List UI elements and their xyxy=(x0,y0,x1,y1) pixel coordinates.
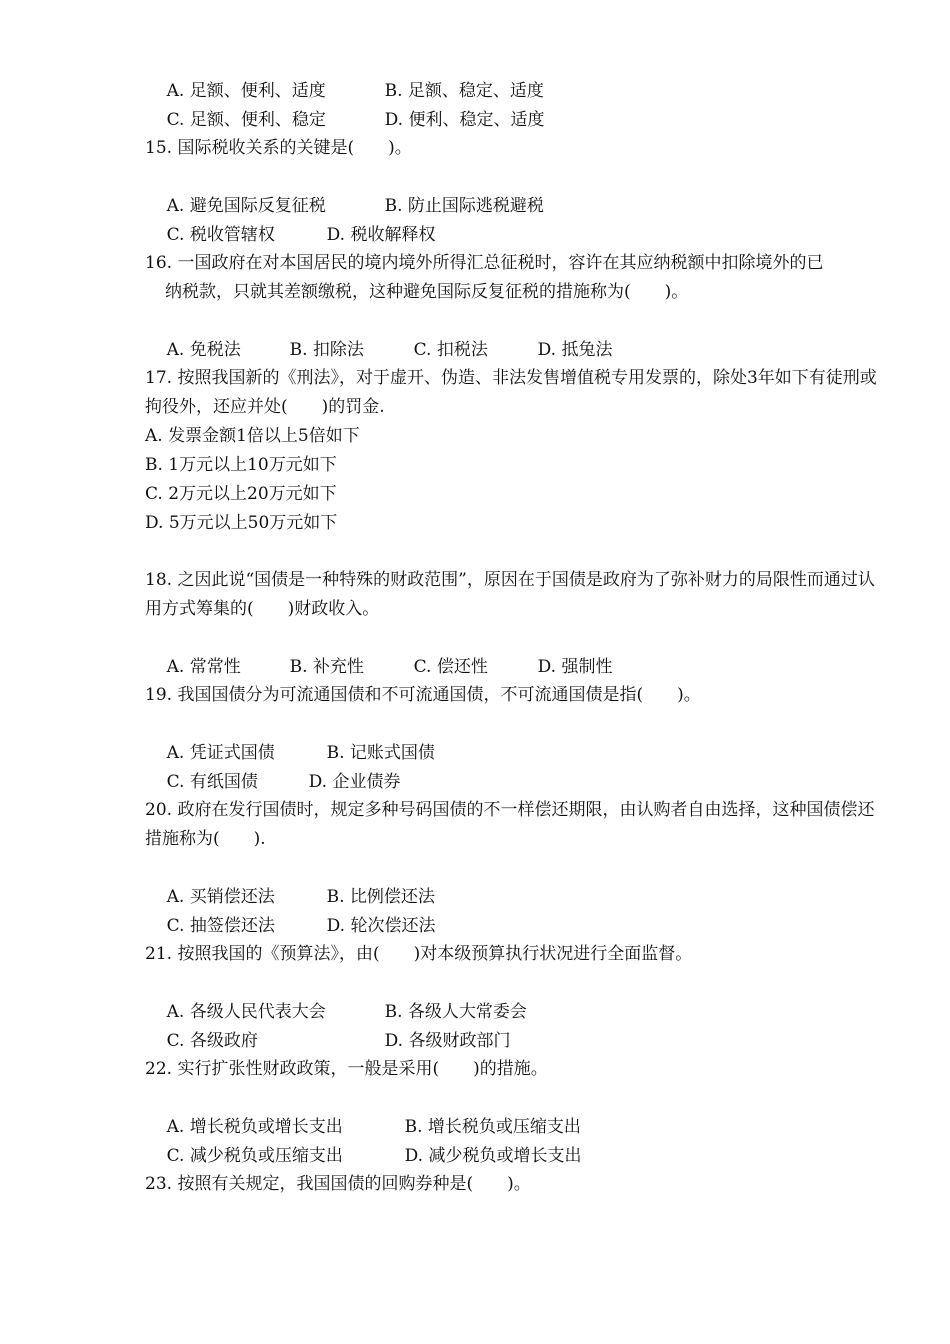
q16-option-a: A. 免税法 xyxy=(166,340,241,360)
q21-option-b: B. 各级人大常委会 xyxy=(384,1002,527,1022)
q18-option-a: A. 常常性 xyxy=(166,657,241,677)
q14-option-a: A. 足额、便利、适度 xyxy=(166,81,326,101)
q17-option-b: B. 1万元以上10万元如下 xyxy=(145,455,337,475)
q19-option-c: C. 有纸国债 xyxy=(166,772,258,792)
q20-option-b: B. 比例偿还法 xyxy=(326,887,435,907)
q19-option-a: A. 凭证式国债 xyxy=(166,743,275,763)
q17-stem: 17. 按照我国新的《刑法》，对于虚开、伪造、非法发售增值税专用发票的，除处3年如下有徒刑或拘役外，还应并处( )的罚金. xyxy=(145,368,877,417)
q18-option-d: D. 强制性 xyxy=(537,657,613,677)
q18-option-b: B. 补充性 xyxy=(289,657,364,677)
q17-option-d: D. 5万元以上50万元如下 xyxy=(145,513,338,533)
q18-options-row xyxy=(145,624,880,677)
q19-option-d: D. 企业债券 xyxy=(308,772,401,792)
q16-stem-line-1: 16. 一国政府在对本国居民的境内境外所得汇总征税时，容许在其应纳税额中扣除境外的已 xyxy=(145,253,824,273)
q22-option-d: D. 减少税负或增长支出 xyxy=(404,1146,582,1166)
q16-option-c: C. 扣税法 xyxy=(413,340,488,360)
q20-option-a: A. 买销偿还法 xyxy=(166,887,275,907)
q14-option-c: C. 足额、便利、稳定 xyxy=(166,110,326,130)
q20-option-c: C. 抽签偿还法 xyxy=(166,916,275,936)
q15-options-row-1 xyxy=(145,163,880,216)
q15-option-d: D. 税收解释权 xyxy=(326,225,436,245)
q22-options-row-1 xyxy=(145,1084,880,1137)
q16-option-b: B. 扣除法 xyxy=(289,340,364,360)
q21-option-c: C. 各级政府 xyxy=(166,1031,258,1051)
q15-option-c: C. 税收管辖权 xyxy=(166,225,275,245)
q20-option-d: D. 轮次偿还法 xyxy=(326,916,436,936)
q19-option-b: B. 记账式国债 xyxy=(326,743,435,763)
q18-stem: 18. 之因此说“国债是一种特殊的财政范围”，原因在于国债是政府为了弥补财力的局限性而通过认用方式筹集的( )财政收入。 xyxy=(145,570,875,619)
q15-option-a: A. 避免国际反复征税 xyxy=(166,196,326,216)
q21-options-row-1 xyxy=(145,969,880,1022)
q14-option-b: B. 足额、稳定、适度 xyxy=(384,81,544,101)
q23-stem: 23. 按照有关规定，我国国债的回购券种是( )。 xyxy=(145,1174,531,1194)
q22-stem: 22. 实行扩张性财政政策，一般是采用( )的措施。 xyxy=(145,1059,548,1079)
q20-stem: 20. 政府在发行国债时，规定多种号码国债的不一样偿还期限，由认购者自由选择，这种国债偿还措施称为( ). xyxy=(145,800,875,849)
q16-options-row xyxy=(145,307,880,360)
q14-options-row-1 xyxy=(145,48,880,101)
q15-stem: 15. 国际税收关系的关键是( )。 xyxy=(145,138,412,158)
q14-option-d: D. 便利、稳定、适度 xyxy=(384,110,545,130)
q17-option-c: C. 2万元以上20万元如下 xyxy=(145,484,337,504)
q22-option-b: B. 增长税负或压缩支出 xyxy=(404,1117,581,1137)
q17-option-a: A. 发票金额1倍以上5倍如下 xyxy=(145,426,360,446)
q20-options-row-1 xyxy=(145,854,880,907)
q16-option-d: D. 抵兔法 xyxy=(537,340,613,360)
q21-option-d: D. 各级财政部门 xyxy=(384,1031,511,1051)
q22-option-c: C. 减少税负或压缩支出 xyxy=(166,1146,343,1166)
q18-option-c: C. 偿还性 xyxy=(413,657,488,677)
q21-option-a: A. 各级人民代表大会 xyxy=(166,1002,326,1022)
q22-option-a: A. 增长税负或增长支出 xyxy=(166,1117,343,1137)
exam-page xyxy=(145,48,880,1199)
q21-stem: 21. 按照我国的《预算法》，由( )对本级预算执行状况进行全面监督。 xyxy=(145,944,693,964)
q15-option-b: B. 防止国际逃税避税 xyxy=(384,196,544,216)
q19-options-row-1 xyxy=(145,710,880,763)
q16-stem-line-2: 纳税款，只就其差额缴税，这种避免国际反复征税的措施称为( )。 xyxy=(165,282,689,302)
q19-stem: 19. 我国国债分为可流通国债和不可流通国债，不可流通国债是指( )。 xyxy=(145,685,701,705)
